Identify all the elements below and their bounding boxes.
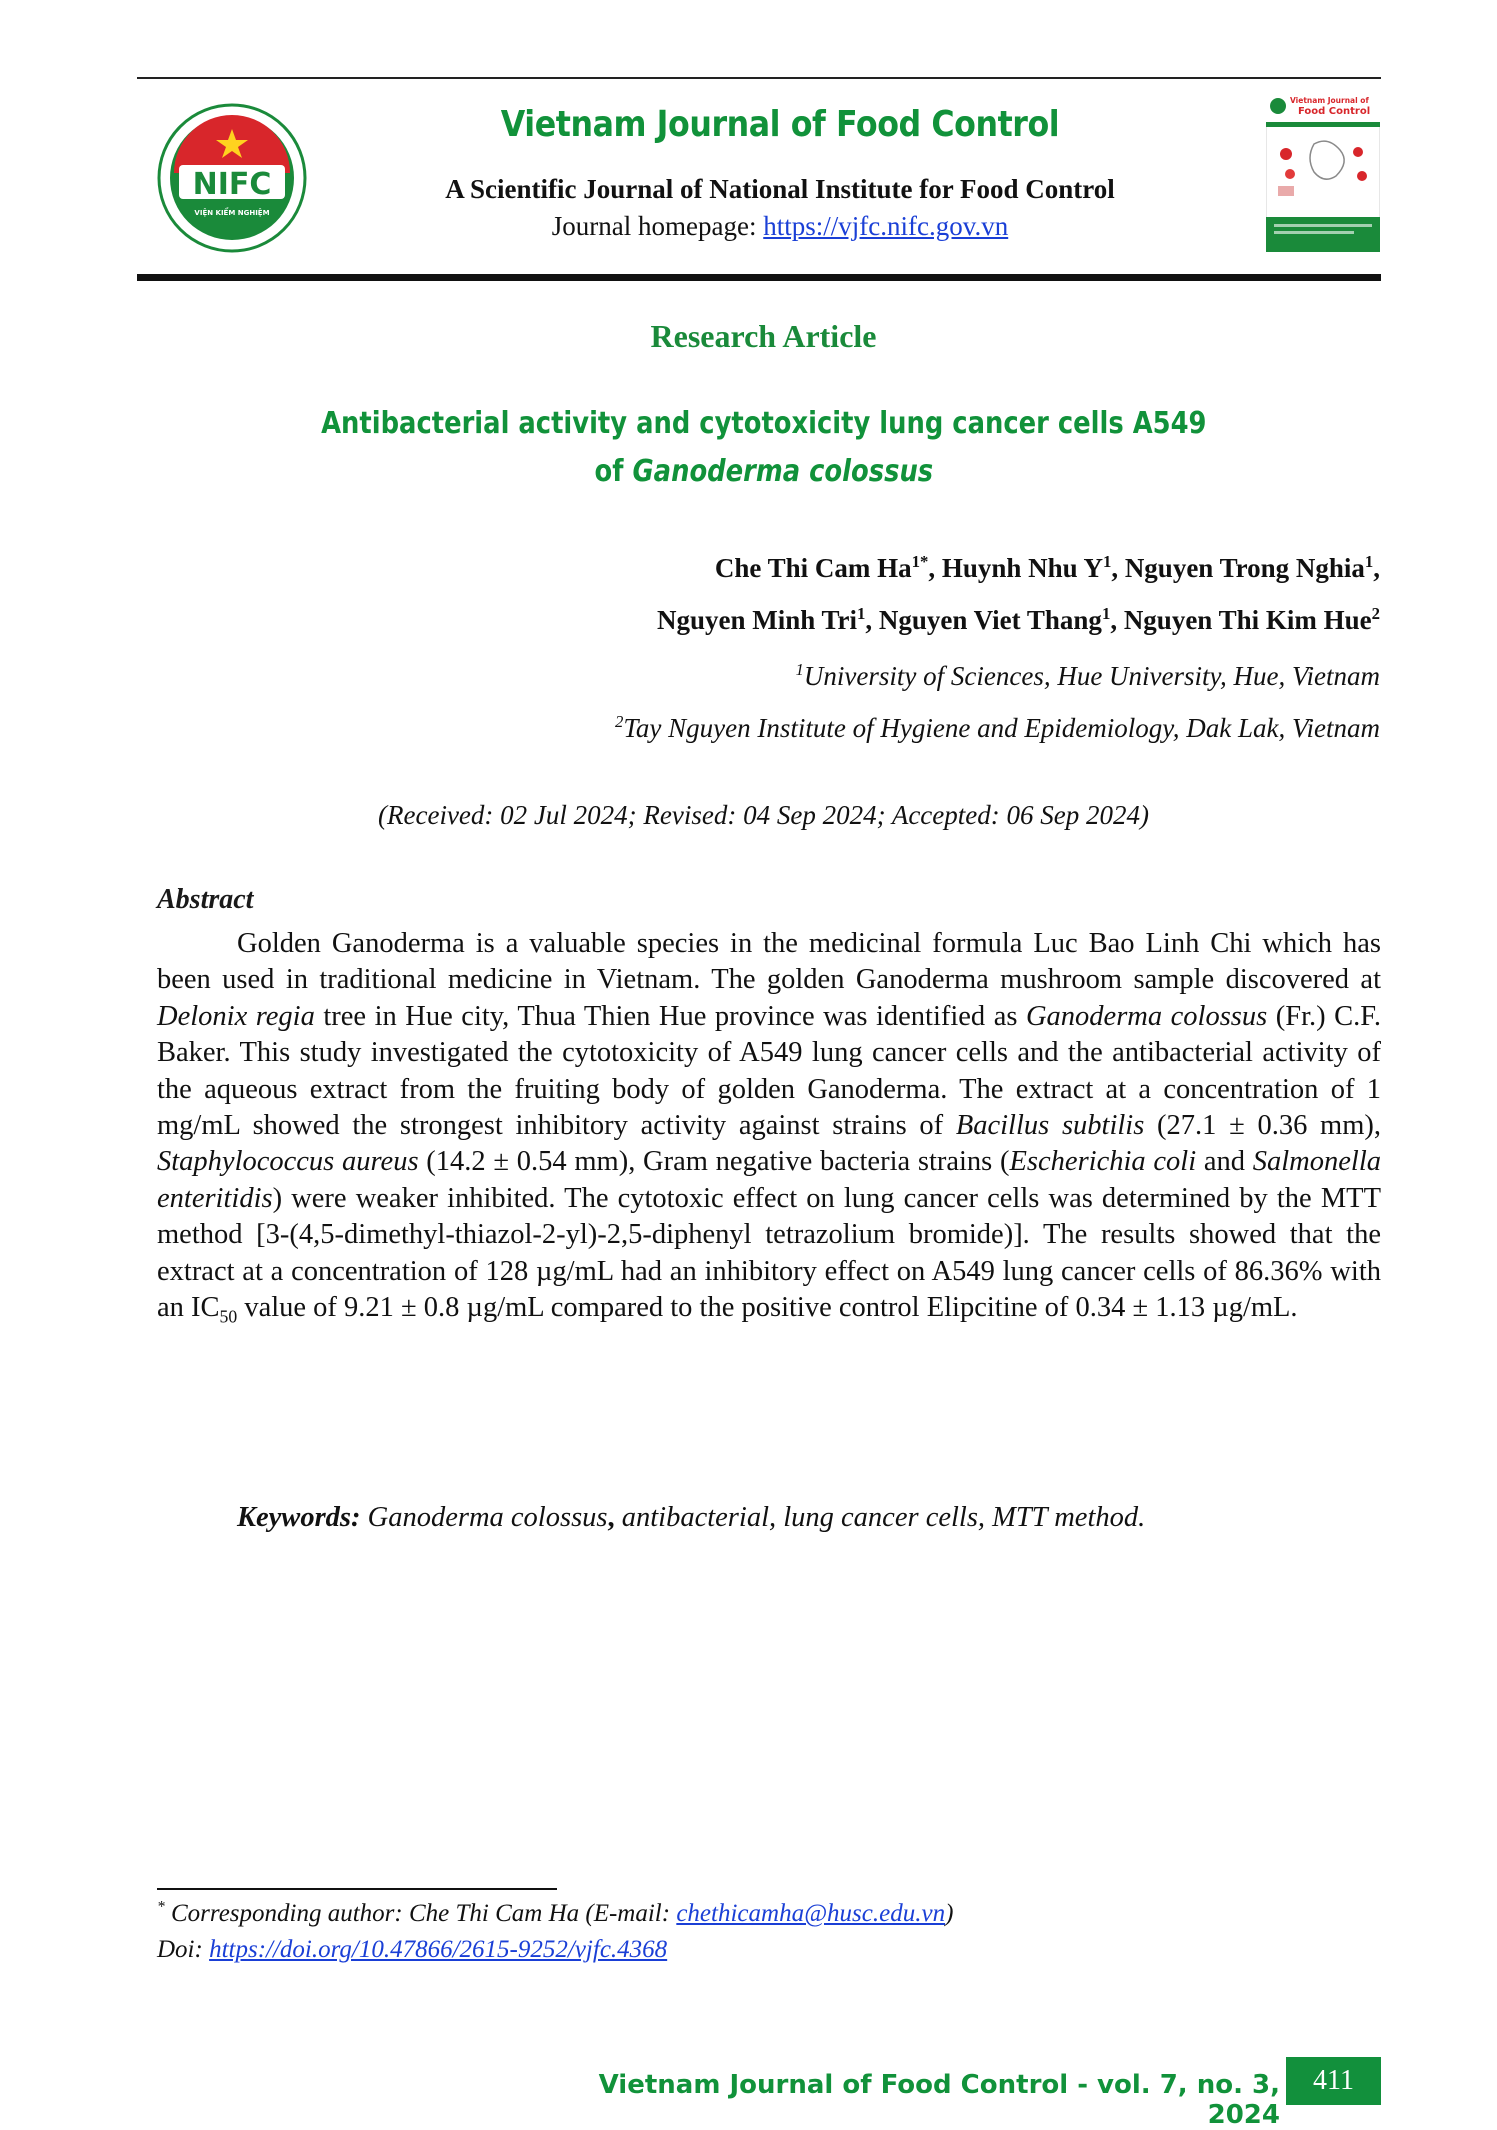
author: Che Thi Cam $Ha^{1*}$, [714, 552, 942, 583]
doi-line: Doi: https://doi.org/10.47866/2615-9252/vjfc.4368 [157, 1936, 668, 1963]
author: Nguyen Trong Nghia$^1$, [1124, 552, 1380, 583]
header-bottom-rule [137, 274, 1381, 281]
page-number: 411 [1286, 2057, 1381, 2105]
title-species: Ganoderma colossus [632, 454, 933, 489]
article-title [0, 400, 1497, 496]
doi-link[interactable]: https://doi.org/10.47866/2615-9252/vjfc.4368 [209, 1936, 668, 1963]
corresponding-author: * Corresponding author: Che Thi Cam Ha (E-mail: chethicamha@husc.edu.vn) [157, 1898, 954, 1927]
keywords-species: Ganoderma colossus [367, 1502, 608, 1533]
journal-homepage [360, 211, 1200, 242]
title-line-1: Antibacterial activity and cytotoxicity lung cancer cells A549 [320, 406, 1207, 441]
header-top-rule [137, 77, 1381, 79]
affiliation-1: $^1$University of Sciences, Hue University, Hue, Vietnam [795, 660, 1380, 691]
logo-ring-text: VIỆN KIỂM NGHIỆM [194, 209, 270, 217]
footer-journal-info: Vietnam Journal of Food Control - vol. 7, no. 3, 2024 [598, 2070, 1280, 2130]
cover-title-2: Food Control [1298, 106, 1371, 117]
author: Nguyen Thi Kim Hue$^2$ [1123, 604, 1380, 635]
journal-cover-thumbnail [1266, 92, 1380, 252]
email-link[interactable]: chethicamha@husc.edu.vn [676, 1900, 946, 1927]
abstract-heading: Abstract [157, 884, 254, 915]
keywords: Keywords: Ganoderma colossus, antibacterial, lung cancer cells, MTT method. [237, 1502, 1146, 1533]
title-line-2 [594, 448, 933, 496]
keywords-list: antibacterial, lung cancer cells, MTT method. [614, 1502, 1146, 1533]
author: Nguyen Viet Thang$^1$, [878, 604, 1124, 635]
affiliation-2: $^2$Tay Nguyen Institute of Hygiene and Epidemiology, Dak Lak, Vietnam [615, 712, 1380, 743]
article-dates: (Received: 02 Jul 2024; Revised: 04 Sep 2024; Accepted: 06 Sep 2024) [378, 800, 1149, 830]
nifc-logo [157, 103, 307, 253]
logo-text: NIFC [192, 167, 272, 202]
footnote-rule [157, 1888, 557, 1890]
author-list [380, 542, 1380, 646]
journal-subtitle: A Scientific Journal of National Institute for Food Control [445, 174, 1115, 204]
author: Nguyen Minh Tri$^1$, [656, 604, 879, 635]
keywords-label: Keywords: [237, 1502, 361, 1533]
journal-title: Vietnam Journal of Food Control [500, 104, 1060, 145]
title-prefix: of [594, 454, 633, 489]
cover-title-1: Vietnam Journal of [1290, 96, 1369, 105]
homepage-label: Journal homepage: [551, 211, 764, 241]
abstract-paragraph: Golden Ganoderma is a valuable species in the medicinal formula Luc Bao Linh Chi which has been used in traditional medicine in Vietnam. The golden Ganoderma mushroom sample discovered at Delonix regia tree in Hue city, Thua Thien Hue province was identified as Ganoderma colossus (Fr.) C.F. Baker. This study investigated the cytotoxicity of A549 lung cancer cells and the antibacterial activity of the aqueous extract from the fruiting body of golden Ganoderma. The extract at a concentration of 1 mg/mL showed the strongest inhibitory activity against strains of Bacillus subtilis (27.1 ± 0.36 mm), Staphylococcus aureus (14.2 ± 0.54 mm), Gram negative bacteria strains (Escherichia coli and Salmonella enteritidis) were weaker inhibited. The cytotoxic effect on lung cancer cells was determined by the MTT method [3-(4,5-dimethyl-thiazol-2-yl)-2,5-diphenyl tetrazolium bromide)]. The results showed that the extract at a concentration of 128 µg/mL had an inhibitory effect on A549 lung cancer cells of 86.36% with an $IC_{50}$ value of 9.21 ± 0.8 µg/mL compared to the positive control Elipcitine of 0.34 ± 1.13 µg/mL. [157, 928, 1381, 1327]
article-type: Research Article [650, 318, 877, 354]
homepage-link[interactable]: https://vjfc.nifc.gov.vn [763, 211, 1009, 241]
abstract-body [157, 926, 1381, 1335]
author: Huynh Nhu $Y^1$, [941, 552, 1125, 583]
